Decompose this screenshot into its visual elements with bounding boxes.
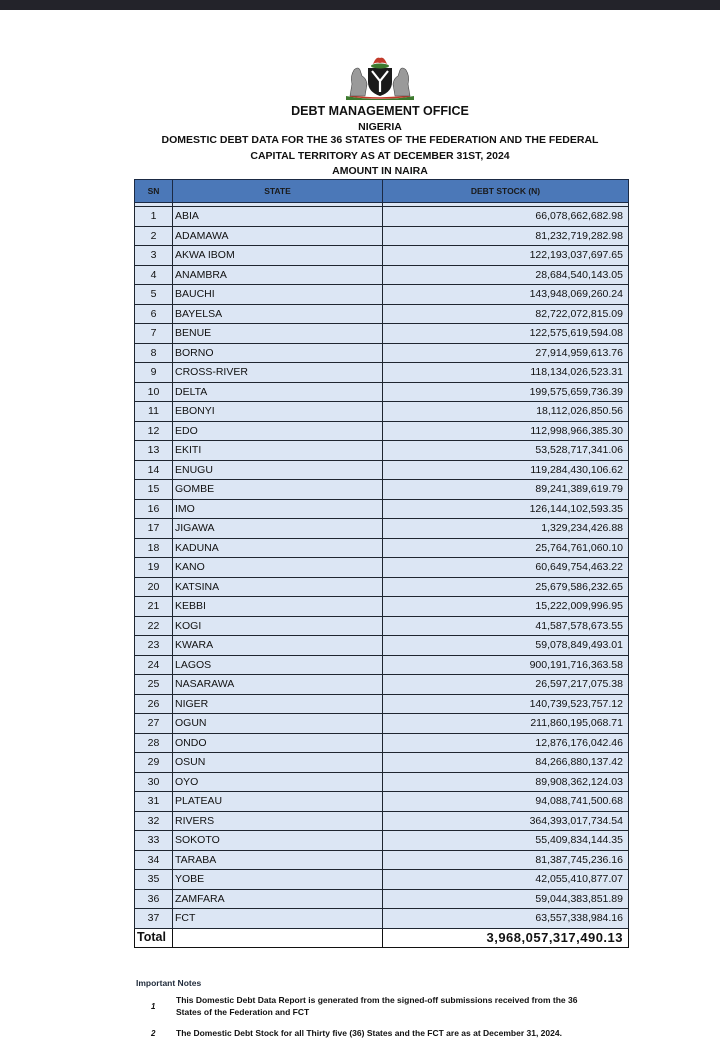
row-debt-stock: 27,914,959,613.76 [383,343,629,363]
row-debt-stock: 211,860,195,068.71 [383,714,629,734]
country-name: NIGERIA [358,121,402,133]
table-row [135,694,629,714]
row-debt-stock: 84,266,880,137.42 [383,753,629,773]
note-line: The Domestic Debt Stock for all Thirty five (36) States and the FCT are as at December 31, 2024. [176,1028,562,1038]
row-state: JIGAWA [173,519,383,539]
table-row [135,675,629,695]
table-row [135,772,629,792]
table-row [135,402,629,422]
row-sn: 37 [135,909,173,929]
row-sn: 1 [135,207,173,227]
row-sn: 26 [135,694,173,714]
table-row [135,538,629,558]
row-sn: 21 [135,597,173,617]
row-debt-stock: 26,597,217,075.38 [383,675,629,695]
row-state: NASARAWA [173,675,383,695]
row-sn: 24 [135,655,173,675]
row-debt-stock: 42,055,410,877.07 [383,870,629,890]
row-sn: 35 [135,870,173,890]
table-row [135,343,629,363]
row-sn: 8 [135,343,173,363]
row-debt-stock: 15,222,009,996.95 [383,597,629,617]
table-row [135,246,629,266]
row-state: EDO [173,421,383,441]
row-sn: 33 [135,831,173,851]
row-sn: 4 [135,265,173,285]
table-row [135,792,629,812]
row-sn: 9 [135,363,173,383]
table-row [135,265,629,285]
row-debt-stock: 122,193,037,697.65 [383,246,629,266]
row-state: TARABA [173,850,383,870]
row-state: BORNO [173,343,383,363]
table-row [135,285,629,305]
table-row [135,499,629,519]
row-debt-stock: 81,232,719,282.98 [383,226,629,246]
row-state: FCT [173,909,383,929]
row-state: BAYELSA [173,304,383,324]
row-sn: 12 [135,421,173,441]
table-row [135,304,629,324]
row-debt-stock: 12,876,176,042.46 [383,733,629,753]
row-debt-stock: 63,557,338,984.16 [383,909,629,929]
table-row [135,558,629,578]
row-debt-stock: 60,649,754,463.22 [383,558,629,578]
row-sn: 36 [135,889,173,909]
row-debt-stock: 94,088,741,500.68 [383,792,629,812]
row-debt-stock: 199,575,659,736.39 [383,382,629,402]
note-text [176,1027,636,1039]
row-debt-stock: 53,528,717,341.06 [383,441,629,461]
row-sn: 11 [135,402,173,422]
notes-title: Important Notes [136,978,202,988]
row-sn: 3 [135,246,173,266]
row-debt-stock: 25,679,586,232.65 [383,577,629,597]
row-debt-stock: 112,998,966,385.30 [383,421,629,441]
table-row [135,811,629,831]
table-row [135,616,629,636]
row-debt-stock: 143,948,069,260.24 [383,285,629,305]
table-row [135,850,629,870]
row-state: RIVERS [173,811,383,831]
row-sn: 27 [135,714,173,734]
row-debt-stock: 25,764,761,060.10 [383,538,629,558]
table-row [135,889,629,909]
row-sn: 19 [135,558,173,578]
row-sn: 25 [135,675,173,695]
row-state: ENUGU [173,460,383,480]
row-state: GOMBE [173,480,383,500]
row-sn: 30 [135,772,173,792]
table-row [135,382,629,402]
row-debt-stock: 1,329,234,426.88 [383,519,629,539]
row-state: KOGI [173,616,383,636]
row-state: YOBE [173,870,383,890]
row-debt-stock: 82,722,072,815.09 [383,304,629,324]
note-number: 1 [151,1002,156,1011]
row-state: OYO [173,772,383,792]
row-state: LAGOS [173,655,383,675]
table-header-row [135,180,629,203]
row-debt-stock: 900,191,716,363.58 [383,655,629,675]
row-debt-stock: 81,387,745,236.16 [383,850,629,870]
row-state: KADUNA [173,538,383,558]
table-body [135,203,629,929]
row-debt-stock: 119,284,430,106.62 [383,460,629,480]
row-debt-stock: 89,908,362,124.03 [383,772,629,792]
row-debt-stock: 126,144,102,593.35 [383,499,629,519]
row-sn: 7 [135,324,173,344]
row-debt-stock: 55,409,834,144.35 [383,831,629,851]
row-sn: 10 [135,382,173,402]
row-state: KEBBI [173,597,383,617]
table-row [135,226,629,246]
note-line: States of the Federation and FCT [176,1007,310,1017]
table-row [135,655,629,675]
row-sn: 29 [135,753,173,773]
row-debt-stock: 59,044,383,851.89 [383,889,629,909]
row-state: BAUCHI [173,285,383,305]
row-debt-stock: 140,739,523,757.12 [383,694,629,714]
note-number: 2 [151,1029,156,1038]
row-debt-stock: 18,112,026,850.56 [383,402,629,422]
row-state: DELTA [173,382,383,402]
row-state: CROSS-RIVER [173,363,383,383]
note-text [176,994,636,1018]
row-sn: 18 [135,538,173,558]
row-state: AKWA IBOM [173,246,383,266]
column-header-state: STATE [173,180,383,203]
row-state: EBONYI [173,402,383,422]
row-sn: 15 [135,480,173,500]
row-state: KANO [173,558,383,578]
row-state: ABIA [173,207,383,227]
row-sn: 31 [135,792,173,812]
table-row [135,421,629,441]
row-sn: 14 [135,460,173,480]
row-state: PLATEAU [173,792,383,812]
row-debt-stock: 59,078,849,493.01 [383,636,629,656]
row-debt-stock: 364,393,017,734.54 [383,811,629,831]
row-state: NIGER [173,694,383,714]
total-amount: 3,968,057,317,490.13 [383,928,629,947]
table-row [135,460,629,480]
table-row [135,831,629,851]
table-row [135,909,629,929]
row-state: ANAMBRA [173,265,383,285]
row-sn: 5 [135,285,173,305]
row-sn: 17 [135,519,173,539]
row-debt-stock: 41,587,578,673.55 [383,616,629,636]
row-state: ADAMAWA [173,226,383,246]
table-row [135,519,629,539]
row-debt-stock: 89,241,389,619.79 [383,480,629,500]
table-row [135,870,629,890]
row-sn: 23 [135,636,173,656]
office-name: DEBT MANAGEMENT OFFICE [291,104,469,118]
row-state: OGUN [173,714,383,734]
row-debt-stock: 122,575,619,594.08 [383,324,629,344]
row-state: KATSINA [173,577,383,597]
table-row [135,753,629,773]
table-row [135,207,629,227]
row-state: IMO [173,499,383,519]
row-state: OSUN [173,753,383,773]
total-blank [173,928,383,947]
table-row [135,733,629,753]
amount-unit: AMOUNT IN NAIRA [332,165,428,177]
column-header-sn: SN [135,180,173,203]
table-row [135,714,629,734]
column-header-debt: DEBT STOCK (N) [383,180,629,203]
top-dark-bar [0,0,720,10]
table-row [135,577,629,597]
row-sn: 28 [135,733,173,753]
total-label: Total [135,928,173,947]
row-sn: 34 [135,850,173,870]
row-state: ZAMFARA [173,889,383,909]
row-sn: 2 [135,226,173,246]
report-title-line-2: CAPITAL TERRITORY AS AT DECEMBER 31ST, 2024 [250,150,510,162]
table-row [135,597,629,617]
nigeria-coat-of-arms-icon [340,56,420,102]
row-sn: 22 [135,616,173,636]
row-debt-stock: 28,684,540,143.05 [383,265,629,285]
table-row [135,636,629,656]
note-line: This Domestic Debt Data Report is generated from the signed-off submissions received from the 36 [176,995,578,1005]
row-sn: 6 [135,304,173,324]
row-sn: 13 [135,441,173,461]
row-state: SOKOTO [173,831,383,851]
row-sn: 16 [135,499,173,519]
row-state: KWARA [173,636,383,656]
total-row [135,928,629,947]
table-row [135,324,629,344]
table-row [135,363,629,383]
table-row [135,480,629,500]
table-row [135,441,629,461]
debt-table [134,179,629,948]
row-sn: 20 [135,577,173,597]
row-debt-stock: 66,078,662,682.98 [383,207,629,227]
row-debt-stock: 118,134,026,523.31 [383,363,629,383]
row-sn: 32 [135,811,173,831]
report-title-line-1: DOMESTIC DEBT DATA FOR THE 36 STATES OF THE FEDERATION AND THE FEDERAL [161,134,599,146]
row-state: ONDO [173,733,383,753]
row-state: BENUE [173,324,383,344]
row-state: EKITI [173,441,383,461]
